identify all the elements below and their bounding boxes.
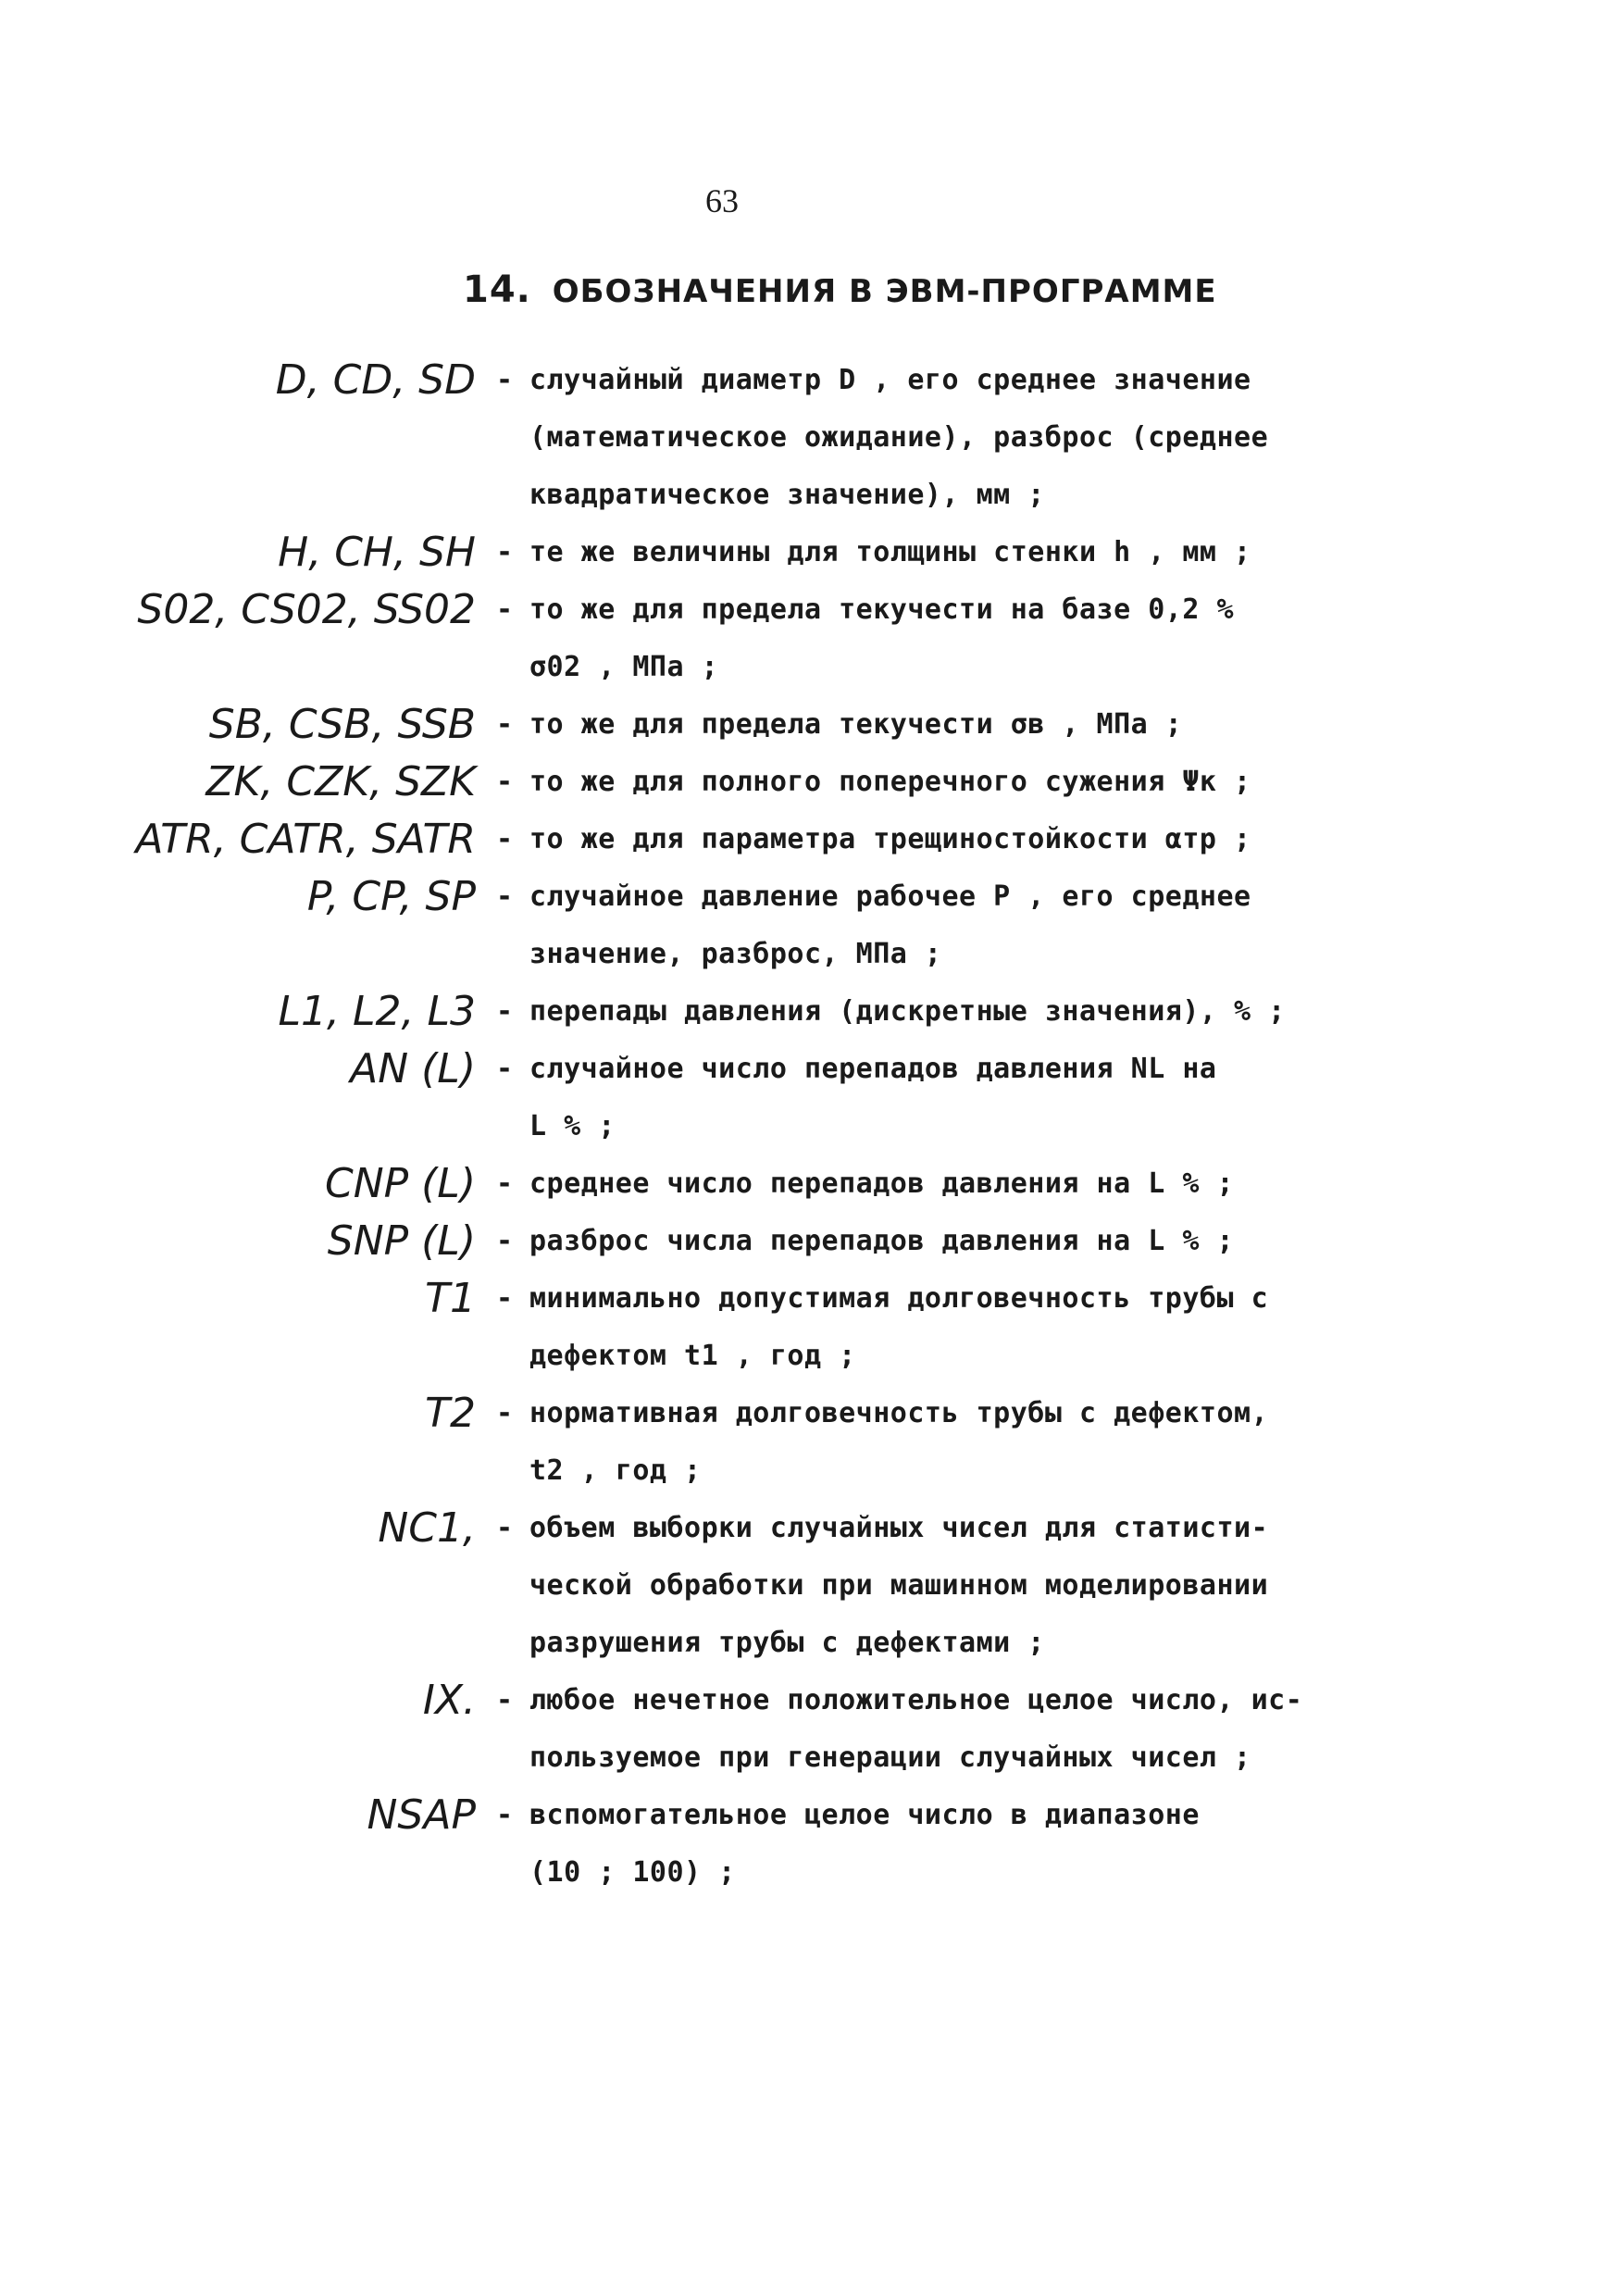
entry-dash: - xyxy=(496,1282,514,1315)
description-line: разброс числа перепадов давления на L % ; xyxy=(529,1225,1235,1257)
entry-description xyxy=(529,1500,1344,1672)
description-line: любое нечетное положительное целое число, ис- xyxy=(529,1684,1303,1716)
definition-entry xyxy=(0,1270,1618,1385)
entry-dash: - xyxy=(496,1225,514,1257)
description-line: нормативная долговечность трубы с дефектом, xyxy=(529,1397,1269,1429)
entry-dash: - xyxy=(496,1799,514,1831)
definition-entry xyxy=(0,581,1618,696)
description-line: перепады давления (дискретные значения), % ; xyxy=(529,995,1286,1028)
definition-entry xyxy=(0,1672,1618,1787)
entry-dash: - xyxy=(496,1512,514,1544)
entry-description xyxy=(529,581,1344,696)
description-line: те же величины для толщины стенки h , мм ; xyxy=(529,536,1251,568)
description-line: (10 ; 100) ; xyxy=(529,1856,736,1889)
entry-description xyxy=(529,811,1344,868)
definition-entry xyxy=(0,1041,1618,1155)
description-line: L % ; xyxy=(529,1110,616,1142)
entry-description xyxy=(529,352,1344,524)
description-line: то же для предела текучести σв , МПа ; xyxy=(529,708,1183,741)
entry-dash: - xyxy=(496,1053,514,1085)
description-line: случайное число перепадов давления NL на xyxy=(529,1053,1217,1085)
description-line: минимально допустимая долговечность трубы с xyxy=(529,1282,1269,1315)
entry-symbol: SNP (L) xyxy=(327,1217,476,1265)
definition-entry xyxy=(0,754,1618,811)
definition-entry xyxy=(0,352,1618,524)
description-line: квадратическое значение), мм ; xyxy=(529,479,1045,511)
definition-entry xyxy=(0,1213,1618,1270)
description-line: σ02 , МПа ; xyxy=(529,651,719,683)
definition-entry xyxy=(0,1787,1618,1902)
entry-description xyxy=(529,1155,1344,1213)
section-heading xyxy=(463,268,1217,311)
entry-dash: - xyxy=(496,593,514,626)
definition-entry xyxy=(0,811,1618,868)
entry-symbol: SB, CSB, SSB xyxy=(208,701,476,748)
entry-symbol: IX. xyxy=(422,1677,476,1724)
description-line: то же для предела текучести на базе 0,2 % xyxy=(529,593,1235,626)
description-line: то же для полного поперечного сужения Ψк ; xyxy=(529,766,1251,798)
description-line: значение, разброс, МПа ; xyxy=(529,938,942,970)
description-line: пользуемое при генерации случайных чисел ; xyxy=(529,1741,1251,1774)
description-line: среднее число перепадов давления на L % ; xyxy=(529,1167,1235,1200)
entry-dash: - xyxy=(496,1684,514,1716)
description-line: t2 , год ; xyxy=(529,1454,702,1487)
entry-description xyxy=(529,1213,1344,1270)
entry-description xyxy=(529,1041,1344,1155)
entry-description xyxy=(529,1385,1344,1500)
definition-entry xyxy=(0,1385,1618,1500)
entry-symbol: T1 xyxy=(425,1275,476,1322)
entry-dash: - xyxy=(496,766,514,798)
entry-symbol: P, CP, SP xyxy=(306,873,476,920)
entry-dash: - xyxy=(496,1397,514,1429)
definition-entry xyxy=(0,983,1618,1041)
description-line: вспомогательное целое число в диапазоне xyxy=(529,1799,1200,1831)
description-line: разрушения трубы с дефектами ; xyxy=(529,1627,1045,1659)
entry-description xyxy=(529,524,1344,581)
definition-entry xyxy=(0,696,1618,754)
symbol-definition-list xyxy=(0,352,1618,1902)
description-line: случайное давление рабочее P , его среднее xyxy=(529,880,1251,913)
entry-dash: - xyxy=(496,708,514,741)
entry-symbol: NC1, xyxy=(378,1504,476,1552)
entry-symbol: ATR, CATR, SATR xyxy=(135,816,476,863)
description-line: дефектом t1 , год ; xyxy=(529,1340,856,1372)
entry-symbol: CNP (L) xyxy=(324,1160,476,1207)
description-line: случайный диаметр D , его среднее значение xyxy=(529,364,1251,396)
entry-description xyxy=(529,754,1344,811)
entry-symbol: L1, L2, L3 xyxy=(278,988,476,1035)
section-number: 14. xyxy=(463,268,531,311)
entry-dash: - xyxy=(496,364,514,396)
description-line: объем выборки случайных чисел для статисти- xyxy=(529,1512,1269,1544)
entry-symbol: T2 xyxy=(425,1390,476,1437)
definition-entry xyxy=(0,524,1618,581)
description-line: то же для параметра трещиностойкости αтр ; xyxy=(529,823,1251,855)
entry-symbol: D, CD, SD xyxy=(275,356,476,404)
entry-dash: - xyxy=(496,1167,514,1200)
entry-symbol: ZK, CZK, SZK xyxy=(205,758,476,805)
entry-dash: - xyxy=(496,880,514,913)
entry-symbol: AN (L) xyxy=(350,1045,476,1092)
entry-symbol: H, CH, SH xyxy=(278,529,476,576)
page-number: 63 xyxy=(705,182,739,219)
entry-description xyxy=(529,1672,1344,1787)
definition-entry xyxy=(0,1155,1618,1213)
entry-description xyxy=(529,1787,1344,1902)
entry-dash: - xyxy=(496,995,514,1028)
section-title: ОБОЗНАЧЕНИЯ В ЭВМ-ПРОГРАММЕ xyxy=(552,273,1217,310)
entry-description xyxy=(529,868,1344,983)
definition-entry xyxy=(0,868,1618,983)
description-line: (математическое ожидание), разброс (среднее xyxy=(529,421,1269,454)
description-line: ческой обработки при машинном моделировании xyxy=(529,1569,1269,1602)
entry-symbol: NSAP xyxy=(367,1791,476,1839)
entry-symbol: S02, CS02, SS02 xyxy=(137,586,476,633)
entry-description xyxy=(529,696,1344,754)
entry-description xyxy=(529,983,1344,1041)
entry-dash: - xyxy=(496,823,514,855)
entry-description xyxy=(529,1270,1344,1385)
definition-entry xyxy=(0,1500,1618,1672)
entry-dash: - xyxy=(496,536,514,568)
